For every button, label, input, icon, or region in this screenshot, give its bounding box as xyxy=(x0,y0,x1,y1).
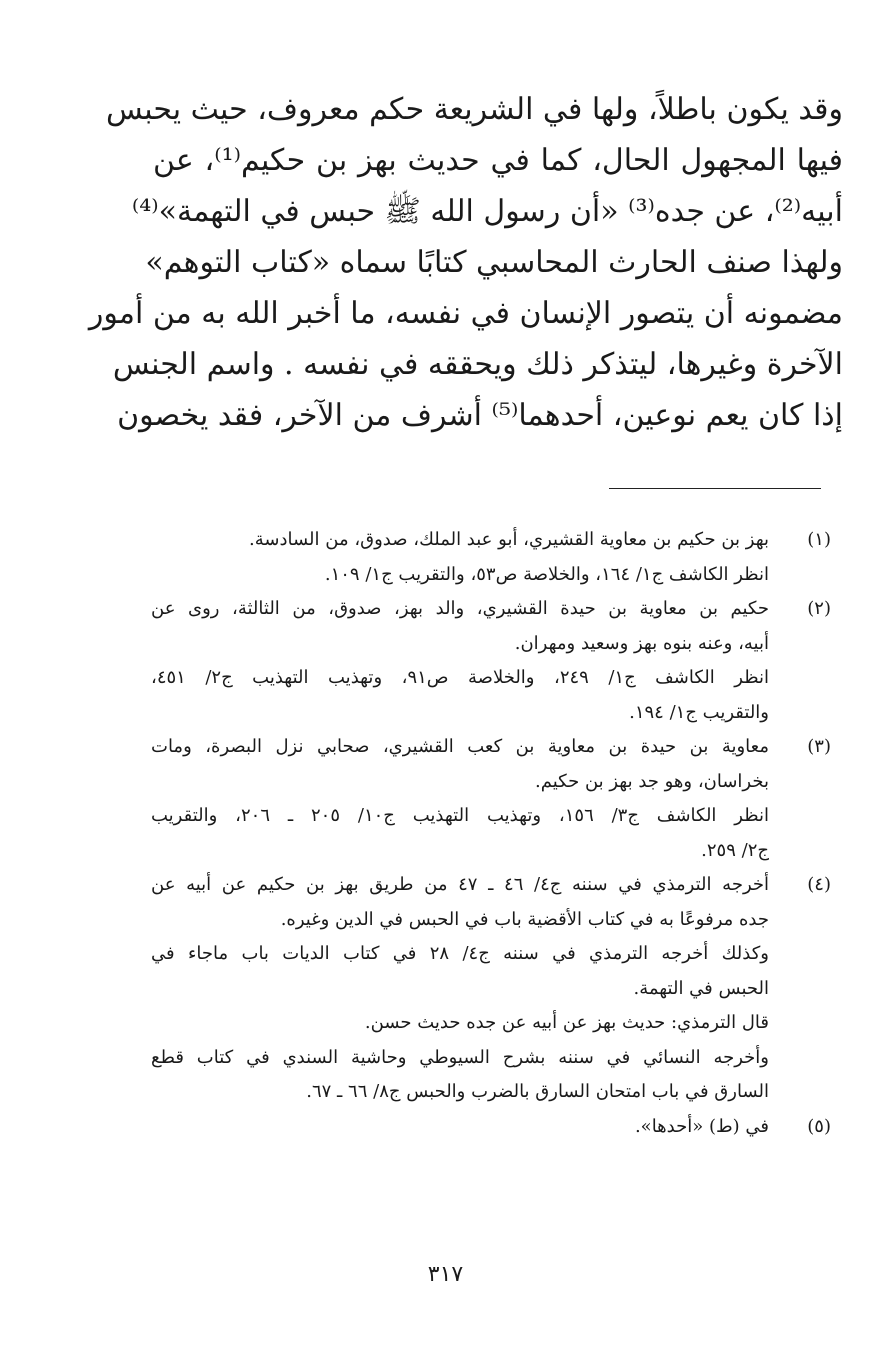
footnote-line: وكذلك أخرجه الترمذي في سننه ج٤/ ٢٨ في كتاب الديات باب ماجاء في xyxy=(151,943,769,964)
footnote-line: معاوية بن حيدة بن معاوية بن كعب القشيري، صحابي نزل البصرة، ومات xyxy=(151,736,769,757)
footnote-2 xyxy=(151,592,831,730)
footnote-number: (٤) xyxy=(807,874,831,895)
main-text-line: الآخرة وغيرها، ليتذكر ذلك ويحققه في نفسه . واسم الجنس xyxy=(112,347,843,382)
footnote-line: الحبس في التهمة. xyxy=(633,977,769,999)
footnote-divider xyxy=(609,488,821,489)
main-text-line: وقد يكون باطلاً، ولها في الشريعة حكم معروف، حيث يحبس xyxy=(106,92,843,127)
footnote-1 xyxy=(151,523,831,592)
footnote-line: أبيه، وعنه بنوه بهز وسعيد ومهران. xyxy=(514,632,769,654)
main-text-line: إذا كان يعم نوعين، أحدهما⁽⁵⁾ أشرف من الآخر، فقد يخصون xyxy=(117,398,843,433)
footnote-number: (١) xyxy=(807,529,831,550)
footnote-4 xyxy=(151,868,831,1110)
footnote-line: قال الترمذي: حديث بهز عن أبيه عن جده حديث حسن. xyxy=(364,1012,769,1033)
footnote-number: (٢) xyxy=(807,598,831,619)
footnote-line: السارق في باب امتحان السارق بالضرب والحبس ج٨/ ٦٦ ـ ٦٧. xyxy=(306,1081,769,1102)
footnote-line: في (ط) «أحدها». xyxy=(634,1115,769,1137)
main-text xyxy=(88,84,843,441)
footnote-line: بهز بن حكيم بن معاوية القشيري، أبو عبد الملك، صدوق، من السادسة. xyxy=(249,529,769,550)
footnote-number: (٥) xyxy=(807,1115,831,1137)
footnote-number: (٣) xyxy=(807,736,831,757)
footnote-line: جده مرفوعًا به في كتاب الأقضية باب في الحبس في الدين وغيره. xyxy=(280,908,769,930)
footnote-line: حكيم بن معاوية بن حيدة القشيري، والد بهز، صدوق، من الثالثة، روى عن xyxy=(151,598,769,619)
footnotes xyxy=(151,523,831,1144)
main-text-line: ولهذا صنف الحارث المحاسبي كتابًا سماه «كتاب التوهم» xyxy=(145,245,843,280)
main-text-line: أبيه⁽²⁾، عن جده⁽³⁾ «أن رسول الله ﷺ حبس في التهمة»⁽⁴⁾ xyxy=(131,194,843,229)
footnote-line: انظر الكاشف ج١/ ٢٤٩، والخلاصة ص٩١، وتهذيب التهذيب ج٢/ ٤٥١، xyxy=(151,667,769,688)
footnote-line: انظر الكاشف ج٣/ ١٥٦، وتهذيب التهذيب ج١٠/ ٢٠٥ ـ ٢٠٦، والتقريب xyxy=(151,805,769,826)
page-number: ٣١٧ xyxy=(427,1262,464,1287)
footnote-line: أخرجه الترمذي في سننه ج٤/ ٤٦ ـ ٤٧ من طريق بهز بن حكيم عن أبيه عن xyxy=(151,874,770,895)
footnote-line: ج٢/ ٢٥٩. xyxy=(701,839,769,861)
footnote-5 xyxy=(151,1110,831,1145)
main-text-line: فيها المجهول الحال، كما في حديث بهز بن حكيم⁽¹⁾، عن xyxy=(153,143,843,178)
footnote-line: بخراسان، وهو جد بهز بن حكيم. xyxy=(535,770,769,792)
footnote-line: والتقريب ج١/ ١٩٤. xyxy=(629,701,769,723)
footnote-line: انظر الكاشف ج١/ ١٦٤، والخلاصة ص٥٣، والتقريب ج١/ ١٠٩. xyxy=(324,563,769,585)
footnote-3 xyxy=(151,730,831,868)
main-text-line: مضمونه أن يتصور الإنسان في نفسه، ما أخبر الله به من أمور xyxy=(88,296,843,331)
footnote-line: وأخرجه النسائي في سننه بشرح السيوطي وحاشية السندي في كتاب قطع xyxy=(151,1046,769,1068)
